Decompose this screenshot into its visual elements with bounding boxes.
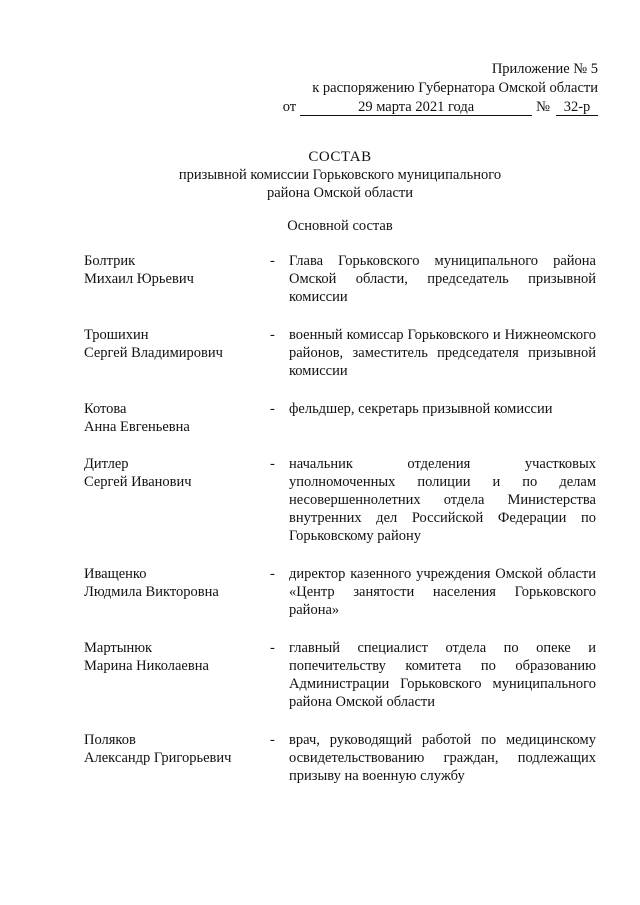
member-surname: Дитлер: [84, 456, 129, 472]
member-role: главный специалист отдела по опеке и попечительству комитета по образованию Администрации Горьковского муниципального района Омской области: [289, 640, 596, 710]
title-line-3: района Омской области: [266, 185, 413, 201]
member-role: начальник отделения участковых уполномоченных полиции и по делам несовершеннолетних отдела Министерства внутренних дел Российской Федерации по Горьковскому району: [289, 456, 596, 544]
member-row: [84, 400, 596, 436]
member-dash: -: [270, 566, 275, 582]
member-dash: -: [270, 401, 275, 417]
member-name: [84, 565, 270, 601]
member-name: [84, 455, 270, 491]
appendix-header: [268, 60, 598, 117]
member-given-name: Людмила Викторовна: [84, 584, 219, 600]
order-date: 29 марта 2021 года: [300, 99, 532, 116]
member-role: директор казенного учреждения Омской области «Центр занятости населения Горьковского района»: [289, 566, 596, 618]
member-row: [84, 565, 596, 619]
member-row: [84, 731, 596, 785]
member-dash: -: [270, 640, 275, 656]
section-heading: Основной состав: [287, 218, 393, 234]
document-title: [0, 148, 640, 202]
title-main: СОСТАВ: [308, 149, 372, 165]
member-dash: -: [270, 253, 275, 269]
member-row: [84, 455, 596, 545]
member-surname: Иващенко: [84, 566, 147, 582]
member-dash: -: [270, 456, 275, 472]
member-given-name: Александр Григорьевич: [84, 750, 232, 766]
member-given-name: Сергей Владимирович: [84, 345, 223, 361]
member-given-name: Сергей Иванович: [84, 474, 192, 490]
member-given-name: Михаил Юрьевич: [84, 271, 194, 287]
member-row: [84, 639, 596, 711]
member-surname: Мартынюк: [84, 640, 153, 656]
member-name: [84, 252, 270, 288]
member-row: [84, 326, 596, 380]
member-name: [84, 731, 270, 767]
date-from-label: от: [282, 99, 297, 115]
appendix-date-line: [268, 98, 598, 117]
member-role: врач, руководящий работой по медицинскому освидетельствованию граждан, подлежащих призыву на военную службу: [289, 732, 596, 784]
member-role: военный комиссар Горьковского и Нижнеомского районов, заместитель председателя призывной комиссии: [289, 327, 596, 379]
member-surname: Котова: [84, 401, 127, 417]
member-name: [84, 400, 270, 436]
member-role: фельдшер, секретарь призывной комиссии: [289, 401, 553, 417]
member-given-name: Анна Евгеньевна: [84, 419, 190, 435]
member-dash: -: [270, 732, 275, 748]
member-dash: -: [270, 327, 275, 343]
title-line-2: призывной комиссии Горьковского муниципального: [178, 167, 502, 183]
appendix-order-ref: к распоряжению Губернатора Омской области: [312, 80, 598, 96]
member-role: Глава Горьковского муниципального района Омской области, председатель призывной комиссии: [289, 253, 596, 305]
number-label: №: [536, 99, 550, 115]
member-surname: Болтрик: [84, 253, 136, 269]
member-name: [84, 639, 270, 675]
member-row: [84, 252, 596, 306]
appendix-number: Приложение № 5: [491, 61, 598, 77]
member-list: [84, 252, 596, 785]
member-given-name: Марина Николаевна: [84, 658, 209, 674]
order-number: 32-р: [556, 99, 598, 116]
member-surname: Поляков: [84, 732, 136, 748]
member-surname: Трошихин: [84, 327, 149, 343]
member-name: [84, 326, 270, 362]
